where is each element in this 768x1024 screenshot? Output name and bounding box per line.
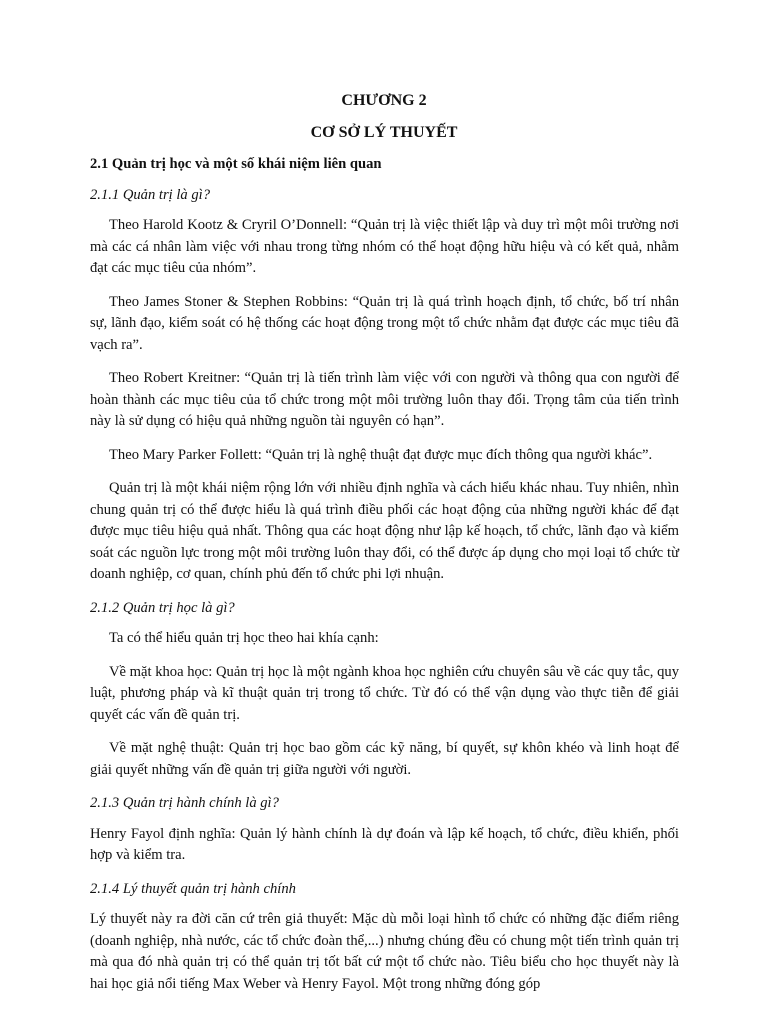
section-heading-2-1-2: 2.1.2 Quản trị học là gì? xyxy=(90,599,235,616)
paragraph: Quản trị là một khái niệm rộng lớn với nhiều định nghĩa và cách hiểu khác nhau. Tuy nhiên, nhìn chung quản trị có thể được hiểu là quá trình điều phối các hoạt động của những người khác để đạt được mục tiêu hiệu quả nhất. Thông qua các hoạt động như lập kế hoạch, tổ chức, lãnh đạo và kiểm soát các nguồn lực trong một môi trường luôn thay đổi, có thể được áp dụng cho mọi loại tổ chức từ doanh nghiệp, cơ quan, chính phủ đến tổ chức phi lợi nhuận. xyxy=(90,480,679,582)
section-heading-2-1-3: 2.1.3 Quản trị hành chính là gì? xyxy=(90,795,279,811)
section-heading-2-1: 2.1 Quản trị học và một số khái niệm liên quan xyxy=(90,156,382,172)
document-body xyxy=(90,154,679,1007)
paragraph: Theo James Stoner & Stephen Robbins: “Quản trị là quá trình hoạch định, tổ chức, bố trí nhân sự, lãnh đạo, kiểm soát có hệ thống các hoạt động trong một tổ chức nhằm đạt được các mục tiêu đã vạch ra”. xyxy=(90,293,679,353)
paragraph: Về mặt khoa học: Quản trị học là một ngành khoa học nghiên cứu chuyên sâu về các quy tắc, quy luật, phương pháp và kĩ thuật quản trị trong tổ chức. Từ đó có thể vận dụng vào thực tiễn để giải quyết các vấn đề quản trị. xyxy=(90,663,679,723)
section-heading-2-1-4: 2.1.4 Lý thuyết quản trị hành chính xyxy=(90,880,296,897)
chapter-subtitle: CƠ SỞ LÝ THUYẾT xyxy=(310,124,458,141)
chapter-title: CHƯƠNG 2 xyxy=(341,92,427,109)
section-heading-2-1-1: 2.1.1 Quản trị là gì? xyxy=(90,186,210,203)
paragraph: Ta có thể hiểu quản trị học theo hai khía cạnh: xyxy=(109,630,379,646)
paragraph: Về mặt nghệ thuật: Quản trị học bao gồm các kỹ năng, bí quyết, sự khôn khéo và linh hoạt để giải quyết những vấn đề quản trị giữa người với người. xyxy=(90,740,679,778)
paragraph: Theo Harold Kootz & Cryril O’Donnell: “Quản trị là việc thiết lập và duy trì một môi trường nơi mà các cá nhân làm việc với nhau trong từng nhóm có thể hoạt động hữu hiệu và có kết quả, nhằm đạt các mục tiêu của nhóm”. xyxy=(90,217,679,276)
paragraph: Henry Fayol định nghĩa: Quản lý hành chính là dự đoán và lập kế hoạch, tổ chức, điều khiển, phối hợp và kiểm tra. xyxy=(90,825,679,863)
paragraph: Theo Mary Parker Follett: “Quản trị là nghệ thuật đạt được mục đích thông qua người khác”. xyxy=(109,446,653,463)
paragraph: Theo Robert Kreitner: “Quản trị là tiến trình làm việc với con người và thông qua con người để hoàn thành các mục tiêu của tổ chức trong một môi trường luôn thay đổi. Trọng tâm của tiến trình này là sử dụng có hiệu quả những nguồn tài nguyên có hạn”. xyxy=(90,370,679,429)
paragraph: Lý thuyết này ra đời căn cứ trên giả thuyết: Mặc dù mỗi loại hình tổ chức có những đặc điểm riêng (doanh nghiệp, nhà nước, các tổ chức đoàn thể,...) nhưng chúng đều có chung một tiến trình quản trị mà qua đó nhà quản trị có thể quản trị tốt bất cứ một tổ chức nào. Tiêu biểu cho học thuyết này là hai học giả nổi tiếng Max Weber và Henry Fayol. Một trong những đóng góp xyxy=(90,911,679,992)
